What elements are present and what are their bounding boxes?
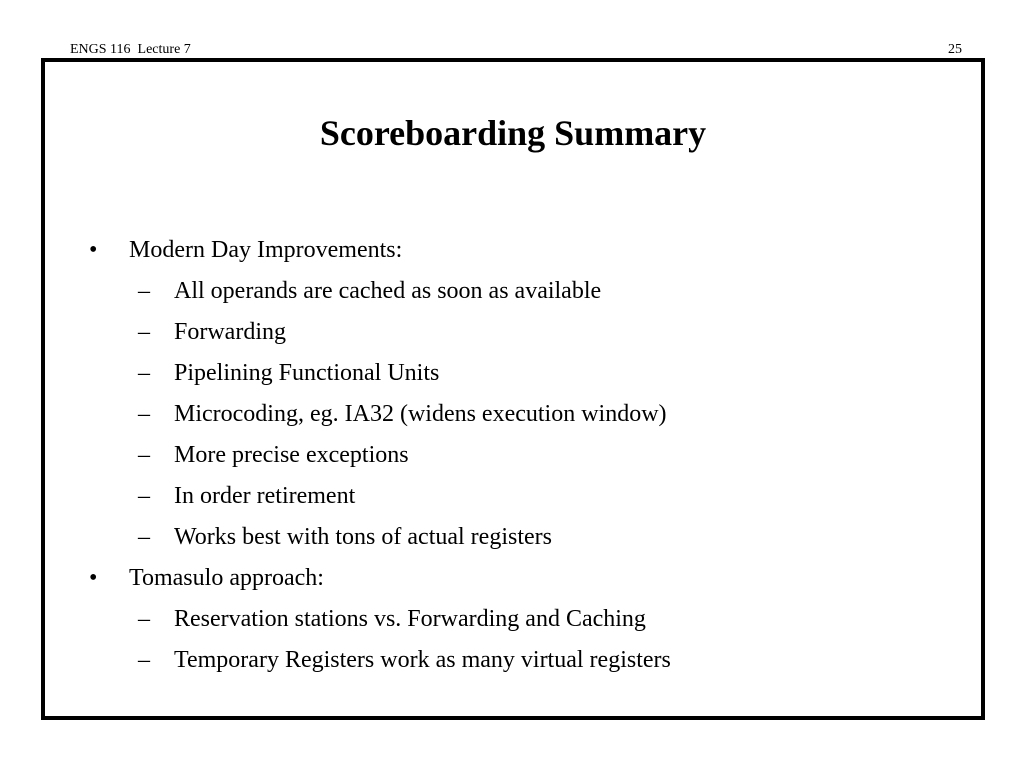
bullet-marker: •	[89, 237, 98, 263]
dash-marker: –	[138, 524, 150, 550]
course-header: ENGS 116 Lecture 7	[70, 42, 191, 57]
sub-bullet-text: Reservation stations vs. Forwarding and Caching	[174, 606, 646, 632]
sub-bullet-item	[45, 517, 981, 558]
dash-marker: –	[138, 647, 150, 673]
sub-bullet-text: In order retirement	[174, 483, 356, 509]
page-number: 25	[948, 42, 962, 57]
sub-bullet-item	[45, 640, 981, 681]
bullet-list	[45, 230, 981, 681]
sub-bullet-text: More precise exceptions	[174, 442, 409, 468]
sub-bullet-text: Works best with tons of actual registers	[174, 524, 552, 550]
dash-marker: –	[138, 401, 150, 427]
bullet-item	[45, 230, 981, 271]
sub-bullet-text: Forwarding	[174, 319, 286, 345]
bullet-text: Tomasulo approach:	[129, 565, 324, 591]
bullet-text: Modern Day Improvements:	[129, 237, 403, 263]
sub-bullet-text: Microcoding, eg. IA32 (widens execution window)	[174, 401, 667, 427]
dash-marker: –	[138, 319, 150, 345]
sub-bullet-text: Pipelining Functional Units	[174, 360, 440, 386]
sub-bullet-item	[45, 353, 981, 394]
sub-bullet-item	[45, 435, 981, 476]
sub-bullet-text: All operands are cached as soon as available	[174, 278, 602, 304]
dash-marker: –	[138, 483, 150, 509]
dash-marker: –	[138, 278, 150, 304]
sub-bullet-text: Temporary Registers work as many virtual registers	[174, 647, 671, 673]
sub-bullet-item	[45, 599, 981, 640]
bullet-marker: •	[89, 565, 98, 591]
slide-title: Scoreboarding Summary	[319, 113, 707, 153]
dash-marker: –	[138, 606, 150, 632]
dash-marker: –	[138, 442, 150, 468]
dash-marker: –	[138, 360, 150, 386]
bullet-item	[45, 558, 981, 599]
sub-bullet-item	[45, 312, 981, 353]
sub-bullet-item	[45, 394, 981, 435]
sub-bullet-item	[45, 476, 981, 517]
sub-bullet-item	[45, 271, 981, 312]
slide-frame	[41, 58, 985, 720]
